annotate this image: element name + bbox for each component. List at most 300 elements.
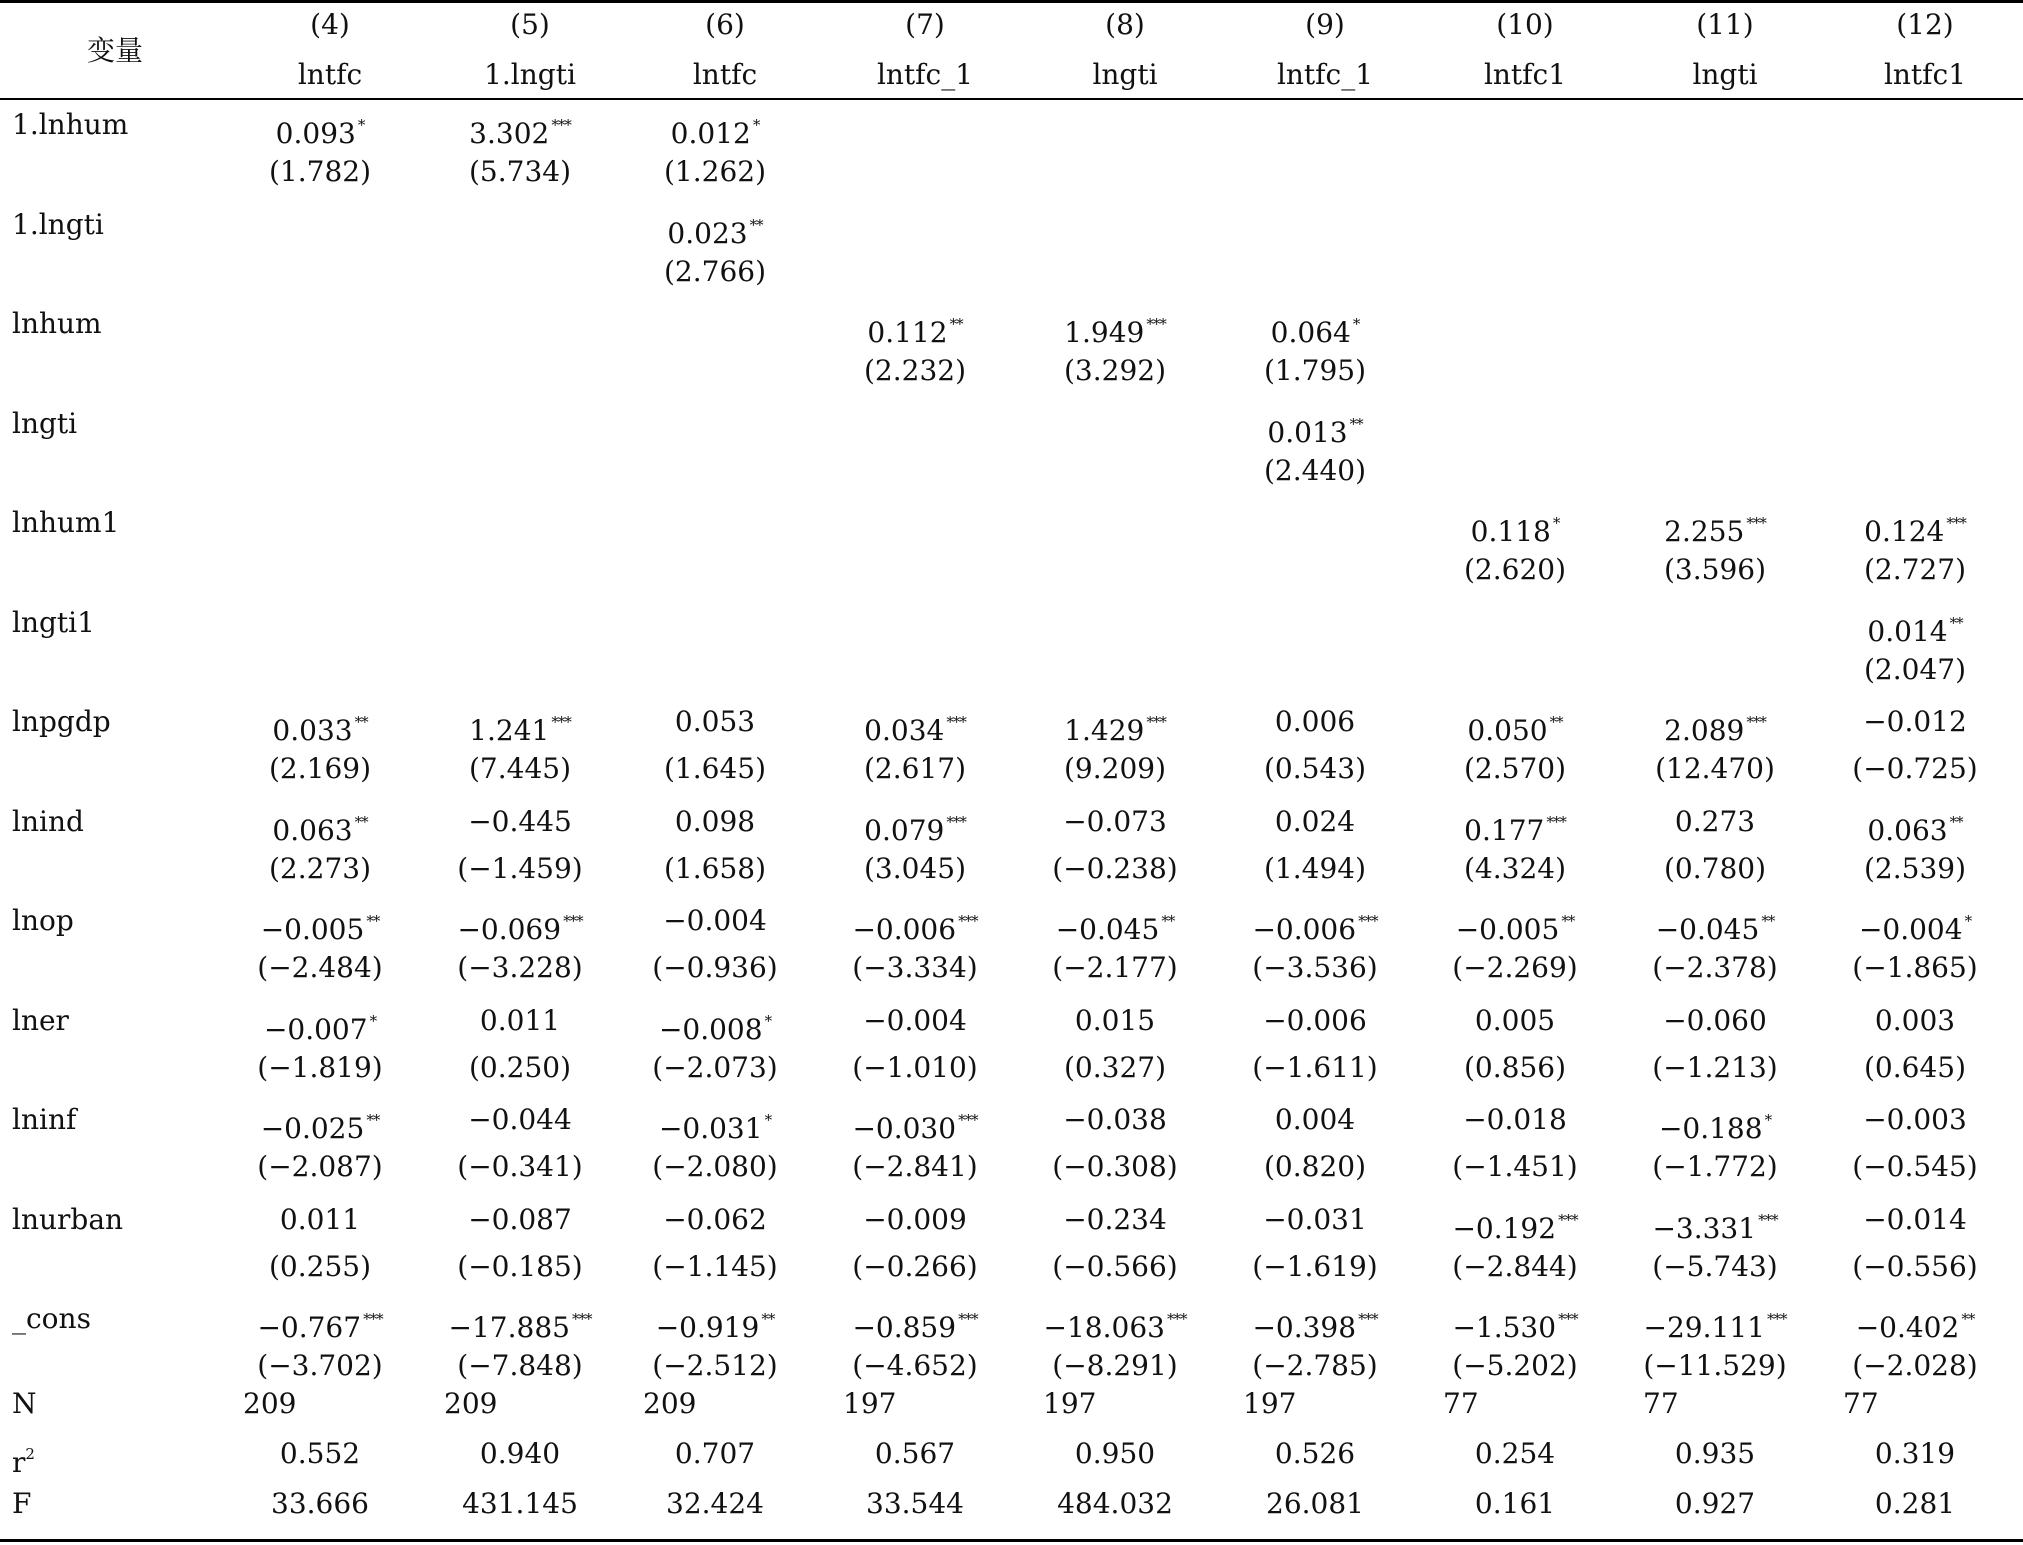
coefficient-value: −0.004	[663, 904, 767, 937]
coefficient-value: 0.033	[272, 714, 353, 747]
significance-stars: ***	[1746, 514, 1766, 532]
coefficient-cell	[1867, 606, 1962, 649]
significance-stars: ***	[1558, 1210, 1578, 1229]
coefficient-value: −0.398	[1252, 1311, 1357, 1344]
stat-value: 0.935	[1674, 1437, 1756, 1470]
stat-label: F	[12, 1487, 32, 1520]
coefficient-cell	[1659, 1103, 1771, 1146]
significance-stars: ***	[571, 1310, 592, 1328]
t-statistic-cell: (0.327)	[1063, 1050, 1167, 1084]
coefficient-value: −0.018	[1463, 1103, 1567, 1136]
coefficient-cell	[1675, 805, 1755, 839]
coefficient-value: −1.530	[1452, 1311, 1557, 1344]
coefficient-cell	[1456, 904, 1575, 947]
significance-stars: **	[1549, 713, 1563, 731]
header-rule	[0, 98, 2023, 100]
t-statistic-cell: (−0.936)	[652, 951, 778, 984]
column-number: (11)	[1696, 8, 1754, 41]
t-statistic-cell: (−0.185)	[457, 1249, 583, 1283]
coefficient-value: −0.188	[1658, 1112, 1763, 1145]
coefficient-value: 0.079	[864, 813, 945, 847]
coefficient-cell	[449, 1302, 592, 1345]
t-statistic-cell: (1.494)	[1263, 851, 1367, 885]
coefficient-value: 0.006	[1274, 705, 1356, 738]
coefficient-value: −0.192	[1452, 1211, 1557, 1245]
row-label: 1.lngti	[12, 207, 104, 241]
coefficient-value: 0.023	[667, 216, 748, 250]
t-statistic-cell: (−1.819)	[257, 1050, 383, 1084]
row-label: lnind	[12, 804, 84, 838]
row-label: lnhum1	[12, 506, 120, 539]
significance-stars: ***	[363, 1310, 383, 1328]
coefficient-cell	[1075, 1004, 1155, 1038]
coefficient-cell	[1864, 506, 1966, 549]
stat-value: 33.544	[866, 1487, 964, 1520]
coefficient-value: −3.331	[1652, 1211, 1757, 1245]
coefficient-value: 0.063	[272, 813, 353, 847]
t-statistic-cell: (−4.652)	[852, 1349, 978, 1382]
coefficient-cell	[864, 805, 966, 848]
t-statistic-cell: (2.617)	[863, 752, 967, 785]
significance-stars: ***	[1546, 812, 1566, 831]
t-statistic-cell: (−1.772)	[1652, 1150, 1778, 1183]
coefficient-cell	[659, 1004, 771, 1047]
t-statistic-cell: (−2.512)	[652, 1349, 778, 1382]
column-number: (10)	[1496, 8, 1554, 41]
coefficient-cell	[663, 904, 767, 938]
coefficient-value: 0.034	[864, 714, 945, 747]
significance-stars: *	[369, 1011, 377, 1030]
coefficient-cell	[1867, 805, 1962, 848]
coefficient-value: −0.012	[1863, 705, 1967, 738]
coefficient-value: 0.024	[1274, 804, 1356, 838]
t-statistic-cell: (−5.202)	[1452, 1349, 1578, 1382]
coefficient-cell	[867, 307, 962, 350]
significance-stars: *	[1352, 315, 1360, 333]
column-number: (4)	[310, 8, 350, 41]
coefficient-cell	[1252, 904, 1377, 947]
t-statistic-cell: (−2.028)	[1852, 1349, 1978, 1382]
t-statistic-cell: (1.795)	[1263, 354, 1367, 387]
coefficient-value: −0.009	[863, 1202, 967, 1236]
stat-value: 0.161	[1474, 1487, 1556, 1520]
coefficient-cell	[1863, 1203, 1967, 1237]
coefficient-value: −0.919	[655, 1311, 760, 1344]
stat-label: N	[12, 1387, 37, 1420]
coefficient-cell	[1275, 1103, 1355, 1137]
row-label: lner	[12, 1003, 69, 1037]
coefficient-value: −0.006	[1252, 913, 1357, 946]
significance-stars: *	[764, 1011, 772, 1030]
stat-value: 431.145	[462, 1487, 578, 1520]
t-statistic-cell: (2.169)	[268, 752, 372, 785]
coefficient-cell	[280, 1203, 360, 1237]
t-statistic-cell: (2.273)	[268, 851, 372, 885]
t-statistic-cell: (−0.545)	[1852, 1150, 1978, 1183]
significance-stars: *	[357, 116, 365, 134]
t-statistic-cell: (−8.291)	[1052, 1349, 1178, 1382]
coefficient-cell	[469, 108, 571, 151]
t-statistic-cell: (3.596)	[1663, 553, 1767, 586]
t-statistic-cell: (2.232)	[863, 354, 967, 387]
t-statistic-cell: (−2.378)	[1652, 951, 1778, 984]
coefficient-value: −0.073	[1063, 804, 1167, 838]
t-statistic-cell: (−2.073)	[652, 1050, 778, 1084]
significance-stars: ***	[1146, 315, 1166, 333]
coefficient-value: −0.004	[1858, 913, 1963, 946]
coefficient-value: −0.045	[1055, 913, 1160, 946]
significance-stars: **	[1561, 912, 1575, 930]
column-number: (12)	[1896, 8, 1954, 41]
coefficient-cell	[1664, 705, 1766, 748]
significance-stars: *	[1552, 514, 1560, 532]
coefficient-value: −0.008	[658, 1012, 763, 1046]
t-statistic-cell: (−1.865)	[1852, 951, 1978, 984]
t-statistic-cell: (−1.010)	[852, 1050, 978, 1084]
t-statistic-cell: (−2.080)	[652, 1150, 778, 1183]
stat-value: 209	[643, 1387, 697, 1420]
coefficient-cell	[1467, 705, 1562, 748]
coefficient-cell	[468, 1203, 572, 1237]
coefficient-value: −18.063	[1043, 1311, 1165, 1344]
column-number: (7)	[905, 8, 945, 41]
column-dependent-variable: lntfc_1	[876, 58, 974, 91]
coefficient-value: −0.045	[1655, 913, 1760, 946]
significance-stars: ***	[946, 713, 966, 731]
column-number: (9)	[1305, 8, 1345, 41]
coefficient-cell	[852, 1103, 977, 1146]
t-statistic-cell: (−0.341)	[457, 1150, 583, 1183]
column-dependent-variable: lntfc1	[1883, 58, 1967, 91]
t-statistic-cell: (2.047)	[1863, 652, 1967, 686]
coefficient-cell	[671, 108, 760, 151]
coefficient-value: −0.069	[457, 913, 562, 946]
coefficient-cell	[1271, 307, 1360, 350]
coefficient-value: −29.111	[1643, 1311, 1765, 1344]
significance-stars: ***	[958, 912, 978, 930]
coefficient-cell	[863, 1004, 967, 1038]
coefficient-cell	[264, 1004, 376, 1047]
coefficient-cell	[1664, 506, 1766, 549]
coefficient-cell	[659, 1103, 771, 1146]
coefficient-cell	[852, 904, 977, 947]
coefficient-cell	[480, 1004, 560, 1038]
row-label: lninf	[12, 1103, 77, 1136]
significance-stars: **	[354, 713, 368, 731]
stat-value: 32.424	[666, 1487, 764, 1520]
coefficient-value: 0.177	[1464, 813, 1545, 847]
coefficient-cell	[1063, 805, 1167, 839]
coefficient-cell	[272, 805, 367, 848]
t-statistic-cell: (3.292)	[1063, 354, 1167, 387]
coefficient-value: −0.031	[658, 1112, 763, 1145]
coefficient-cell	[1452, 1302, 1577, 1345]
stat-value: 77	[1643, 1387, 1679, 1420]
coefficient-value: −0.062	[663, 1202, 767, 1236]
significance-stars: *	[764, 1111, 772, 1129]
coefficient-value: 0.064	[1270, 316, 1351, 349]
coefficient-cell	[1475, 1004, 1555, 1038]
significance-stars: **	[1161, 912, 1175, 930]
column-dependent-variable: 1.lngti	[484, 58, 576, 91]
significance-stars: ***	[958, 1111, 978, 1129]
coefficient-cell	[667, 208, 762, 251]
coefficient-cell	[261, 1103, 380, 1146]
coefficient-value: 0.112	[867, 316, 948, 349]
coefficient-value: −0.006	[852, 913, 957, 946]
t-statistic-cell: (−3.334)	[852, 951, 978, 984]
coefficient-cell	[1463, 1103, 1567, 1137]
t-statistic-cell: (−2.844)	[1452, 1249, 1578, 1283]
coefficient-value: −0.014	[1863, 1202, 1967, 1236]
significance-stars: ***	[1946, 514, 1966, 532]
coefficient-cell	[1063, 1103, 1167, 1137]
t-statistic-cell: (0.645)	[1863, 1050, 1967, 1084]
significance-stars: ***	[1358, 1310, 1378, 1328]
t-statistic-cell: (−11.529)	[1643, 1349, 1787, 1382]
column-dependent-variable: lntfc_1	[1276, 58, 1374, 91]
coefficient-cell	[1267, 407, 1362, 450]
t-statistic-cell: (−0.566)	[1052, 1249, 1178, 1283]
coefficient-cell	[261, 904, 380, 947]
stat-value: 209	[444, 1387, 498, 1420]
coefficient-cell	[1064, 307, 1166, 350]
coefficient-cell	[675, 705, 755, 739]
column-dependent-variable: lngti	[1092, 58, 1158, 91]
stat-value: 26.081	[1266, 1487, 1364, 1520]
coefficient-value: 0.011	[479, 1003, 561, 1037]
coefficient-value: −0.767	[257, 1311, 362, 1344]
coefficient-cell	[469, 705, 571, 748]
significance-stars: **	[366, 912, 380, 930]
t-statistic-cell: (1.262)	[663, 155, 767, 188]
row-label: lngti	[12, 406, 78, 440]
stat-value: 0.281	[1874, 1487, 1956, 1520]
significance-stars: **	[761, 1310, 775, 1328]
t-statistic-cell: (1.645)	[663, 752, 767, 785]
coefficient-cell	[1656, 904, 1775, 947]
column-dependent-variable: lntfc	[692, 58, 758, 91]
t-statistic-cell: (2.620)	[1463, 553, 1567, 586]
significance-stars: ***	[1758, 1210, 1778, 1229]
stat-value: 197	[1043, 1387, 1097, 1420]
coefficient-cell	[457, 904, 582, 947]
t-statistic-cell: (−2.269)	[1452, 951, 1578, 984]
significance-stars: **	[1949, 613, 1963, 632]
coefficient-value: −0.445	[468, 804, 572, 838]
coefficient-value: 0.050	[1467, 714, 1548, 747]
significance-stars: ***	[1146, 713, 1166, 731]
t-statistic-cell: (3.045)	[863, 851, 967, 885]
stat-value: 0.254	[1474, 1437, 1556, 1470]
variable-header: 变量	[86, 34, 144, 67]
coefficient-cell	[1652, 1203, 1777, 1246]
coefficient-value: 0.013	[1267, 415, 1348, 449]
coefficient-value: −0.005	[260, 913, 365, 946]
coefficient-cell	[1471, 506, 1560, 549]
stat-value: 484.032	[1057, 1487, 1173, 1520]
t-statistic-cell: (−2.785)	[1252, 1349, 1378, 1382]
coefficient-value: 2.255	[1664, 515, 1745, 548]
t-statistic-cell: (0.856)	[1463, 1050, 1567, 1084]
significance-stars: ***	[551, 713, 571, 731]
t-statistic-cell: (2.727)	[1863, 553, 1967, 586]
significance-stars: ***	[1358, 912, 1378, 930]
significance-stars: ***	[946, 812, 966, 831]
coefficient-cell	[1056, 904, 1175, 947]
coefficient-value: 0.053	[674, 705, 756, 738]
column-number: (5)	[510, 8, 550, 41]
significance-stars: **	[1949, 812, 1963, 831]
t-statistic-cell: (−1.145)	[652, 1249, 778, 1283]
coefficient-value: −0.402	[1855, 1311, 1960, 1344]
coefficient-value: −0.087	[468, 1202, 572, 1236]
t-statistic-cell: (−7.848)	[457, 1349, 583, 1382]
t-statistic-cell: (−0.556)	[1852, 1249, 1978, 1283]
coefficient-value: 0.012	[670, 117, 751, 150]
t-statistic-cell: (−2.177)	[1052, 951, 1178, 984]
significance-stars: **	[749, 215, 763, 234]
coefficient-value: 0.273	[1674, 804, 1756, 838]
coefficient-value: 0.015	[1074, 1003, 1156, 1037]
coefficient-cell	[1275, 805, 1355, 839]
stat-value: 0.526	[1274, 1437, 1356, 1470]
significance-stars: ***	[958, 1310, 978, 1328]
t-statistic-cell: (−0.266)	[852, 1249, 978, 1283]
coefficient-value: −0.005	[1455, 913, 1560, 946]
stat-value: 197	[843, 1387, 897, 1420]
row-label: lnpgdp	[12, 705, 111, 738]
coefficient-cell	[675, 805, 755, 839]
t-statistic-cell: (0.780)	[1663, 851, 1767, 885]
coefficient-value: 0.093	[275, 117, 356, 150]
t-statistic-cell: (1.658)	[663, 851, 767, 885]
bottom-rule	[0, 1539, 2023, 1542]
column-number: (6)	[705, 8, 745, 41]
coefficient-value: 0.005	[1474, 1003, 1556, 1037]
coefficient-value: −0.030	[852, 1112, 957, 1145]
significance-stars: ***	[1166, 1310, 1187, 1328]
t-statistic-cell: (1.782)	[268, 155, 372, 188]
coefficient-value: 0.124	[1864, 515, 1945, 548]
coefficient-cell	[257, 1302, 382, 1345]
significance-stars: **	[1761, 912, 1775, 930]
row-label: lnhum	[12, 307, 102, 340]
coefficient-value: 2.089	[1664, 714, 1745, 747]
stat-value: 0.927	[1674, 1487, 1756, 1520]
coefficient-cell	[276, 108, 365, 151]
coefficient-cell	[1252, 1302, 1377, 1345]
stat-value: 209	[243, 1387, 297, 1420]
stat-value: 77	[1443, 1387, 1479, 1420]
significance-stars: *	[1764, 1111, 1772, 1129]
coefficient-cell	[1856, 1302, 1975, 1345]
coefficient-cell	[1275, 705, 1355, 739]
coefficient-value: 0.098	[674, 804, 756, 838]
t-statistic-cell: (0.255)	[268, 1249, 372, 1283]
t-statistic-cell: (−2.484)	[257, 951, 383, 984]
significance-stars: *	[752, 116, 760, 134]
t-statistic-cell: (−0.308)	[1052, 1150, 1178, 1183]
top-rule	[0, 0, 2023, 3]
coefficient-cell	[1663, 1004, 1767, 1038]
coefficient-value: −0.234	[1063, 1202, 1167, 1236]
coefficient-cell	[1464, 805, 1566, 848]
coefficient-value: 1.241	[469, 714, 550, 747]
t-statistic-cell: (2.766)	[663, 254, 767, 288]
coefficient-cell	[1863, 1103, 1967, 1137]
significance-stars: ***	[1766, 1310, 1787, 1328]
coefficient-cell	[1863, 705, 1967, 739]
significance-stars: ***	[1746, 713, 1766, 731]
coefficient-value: 0.004	[1274, 1103, 1356, 1136]
significance-stars: **	[949, 315, 963, 333]
coefficient-cell	[1859, 904, 1971, 947]
coefficient-value: 0.014	[1867, 614, 1948, 648]
coefficient-value: −0.006	[1263, 1003, 1367, 1037]
t-statistic-cell: (−0.238)	[1052, 851, 1178, 885]
t-statistic-cell: (−1.213)	[1652, 1050, 1778, 1084]
column-dependent-variable: lntfc	[297, 58, 363, 91]
significance-stars: ***	[563, 912, 583, 930]
coefficient-value: −0.060	[1663, 1003, 1767, 1037]
t-statistic-cell: (−1.611)	[1252, 1050, 1378, 1084]
row-label: 1.lnhum	[12, 108, 129, 141]
t-statistic-cell: (2.440)	[1263, 453, 1367, 487]
t-statistic-cell: (−3.702)	[257, 1349, 383, 1382]
row-label: lngti1	[12, 605, 95, 639]
t-statistic-cell: (−2.087)	[257, 1150, 383, 1183]
t-statistic-cell: (9.209)	[1063, 752, 1167, 785]
coefficient-value: 1.949	[1064, 316, 1145, 349]
t-statistic-cell: (−3.228)	[457, 951, 583, 984]
stat-value: 0.950	[1074, 1437, 1156, 1470]
t-statistic-cell: (0.543)	[1263, 752, 1367, 785]
significance-stars: ***	[551, 116, 571, 134]
significance-stars: ***	[1558, 1310, 1578, 1328]
coefficient-value: −0.004	[863, 1003, 967, 1037]
stat-value: 197	[1243, 1387, 1297, 1420]
t-statistic-cell: (0.250)	[468, 1050, 572, 1084]
column-dependent-variable: lngti	[1692, 58, 1758, 91]
coefficient-value: 0.003	[1874, 1003, 1956, 1037]
stat-value: 0.940	[479, 1437, 561, 1470]
coefficient-value: −0.025	[260, 1112, 365, 1145]
coefficient-cell	[1044, 1302, 1187, 1345]
coefficient-cell	[468, 805, 572, 839]
column-number: (8)	[1105, 8, 1145, 41]
coefficient-value: −0.007	[263, 1012, 368, 1046]
t-statistic-cell: (−1.459)	[457, 851, 583, 885]
coefficient-cell	[656, 1302, 775, 1345]
significance-stars: **	[1961, 1310, 1975, 1328]
coefficient-value: 0.063	[1867, 813, 1948, 847]
coefficient-cell	[468, 1103, 572, 1137]
t-statistic-cell: (7.445)	[468, 752, 572, 785]
stat-value: 0.319	[1874, 1437, 1956, 1470]
coefficient-value: −17.885	[448, 1311, 570, 1344]
coefficient-value: 0.011	[279, 1202, 361, 1236]
t-statistic-cell: (−5.743)	[1652, 1249, 1778, 1283]
coefficient-value: −0.859	[852, 1311, 957, 1344]
coefficient-cell	[1875, 1004, 1955, 1038]
t-statistic-cell: (−0.725)	[1852, 752, 1978, 785]
stat-value: 0.552	[279, 1437, 361, 1470]
t-statistic-cell: (2.539)	[1863, 851, 1967, 885]
coefficient-cell	[663, 1203, 767, 1237]
significance-stars: **	[366, 1111, 380, 1129]
significance-stars: **	[354, 812, 368, 831]
